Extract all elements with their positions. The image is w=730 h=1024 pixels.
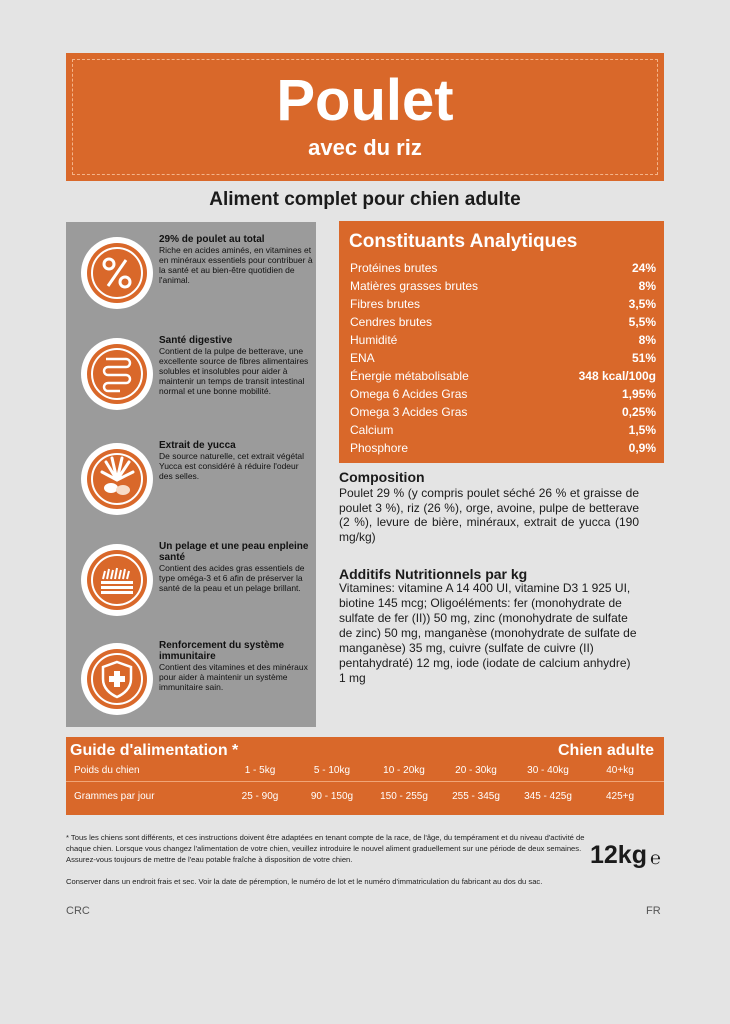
additifs-text: Vitamines: vitamine A 14 400 UI, vitamine D3 1 925 UI, biotine 145 mcg; Oligoéléments: fer (monohydrate de sulfate de fer (II)) 50 mg, zinc (monohydrate de sulfate de zinc) 50 mg, manganèse (monohydrate de sulfate de manganèse) 35 mg, cuivre (sulfate de cuivre (II) pentahydraté) 12 mg, iode (iodate de calcium anhydre) 1 mg <box>339 581 637 685</box>
product-subtitle: avec du riz <box>308 135 422 160</box>
guide-grams-cell: 25 - 90g <box>241 791 279 802</box>
analytics-value: 3,5% <box>628 297 656 311</box>
analytics-value: 0,25% <box>621 405 656 419</box>
analytics-name: Fibres brutes <box>350 297 421 311</box>
analytics-row <box>350 279 656 297</box>
guide-target: Chien adulte <box>557 742 654 759</box>
feature-title: Extrait de yucca <box>159 440 236 451</box>
shield-icon <box>78 640 156 718</box>
guide-grams-cell: 255 - 345g <box>452 791 500 802</box>
product-title: Poulet <box>276 68 454 133</box>
analytics-name: ENA <box>350 351 375 365</box>
feature-body: Contient des vitamines et des minéraux pour aider à maintenir un système immunitaire sain. <box>159 662 308 692</box>
estimated-sign: ℮ <box>650 848 661 868</box>
analytics-panel <box>339 221 664 463</box>
analytics-value: 348 kcal/100g <box>578 369 656 383</box>
country-code: FR <box>646 905 661 917</box>
feature-title: Un pelage et une peau enpleine santé <box>159 541 309 563</box>
analytics-value: 24% <box>631 261 656 275</box>
feature-body: Contient des acides gras essentiels de type oméga-3 et 6 afin de préserver la santé de la peau et un pelage brillant. <box>159 563 305 593</box>
analytics-value: 51% <box>631 351 656 365</box>
storage-note: Conserver dans un endroit frais et sec. Voir la date de péremption, le numéro de lot et le numéro d'immatriculation du fabricant au dos du sac. <box>66 877 543 886</box>
header-banner <box>66 53 664 181</box>
analytics-value: 1,95% <box>621 387 656 401</box>
guide-grams-cell: 345 - 425g <box>524 791 572 802</box>
guide-grams-cell: 90 - 150g <box>310 791 354 802</box>
additifs-title: Additifs Nutritionnels par kg <box>339 566 528 582</box>
net-weight: 12kg <box>590 841 647 869</box>
analytics-row <box>350 387 656 405</box>
analytics-value: 1,5% <box>628 423 656 437</box>
analytics-row <box>350 423 656 441</box>
analytics-row <box>350 369 656 387</box>
feeding-footnote: * Tous les chiens sont différents, et ces instructions doivent être adaptées en tenant compte de la race, de l'âge, du tempérament et du niveau d'activité de chaque chien. Lorsque vous changez l'alimentation de votre chien, veuillez introduire le nouvel aliment graduellement sur une période de deux semaines. Assurez-vous toujours de mettre de l'eau potable fraîche à disposition de votre chien. <box>66 833 585 864</box>
guide-title: Guide d'alimentation * <box>70 742 239 759</box>
feature-title: Renforcement du système immunitaire <box>159 640 285 662</box>
feature-sidebar <box>66 222 316 727</box>
feature-title: Santé digestive <box>159 335 233 346</box>
composition-title: Composition <box>339 469 425 485</box>
analytics-row <box>350 315 656 333</box>
analytics-name: Humidité <box>350 333 398 347</box>
feature-body: De source naturelle, cet extrait végétal Yucca est considéré à réduire l'odeur des selles. <box>159 451 305 481</box>
guide-weight-cell: 20 - 30kg <box>455 765 497 776</box>
code-left: CRC <box>66 905 90 917</box>
analytics-name: Calcium <box>350 423 394 437</box>
analytics-name: Cendres brutes <box>350 315 433 329</box>
feature-body: Riche en acides aminés, en vitamines et en minéraux essentiels pour contribuer à la santé et au bien-être quotidien de l'animal. <box>159 245 313 285</box>
analytics-name: Omega 6 Acides Gras <box>350 387 468 401</box>
analytics-name: Matières grasses brutes <box>350 279 479 293</box>
analytics-value: 5,5% <box>628 315 656 329</box>
feeding-guide <box>66 737 664 815</box>
analytics-name: Protéines brutes <box>350 261 438 275</box>
guide-weight-cell: 30 - 40kg <box>527 765 569 776</box>
guide-weight-cell: 10 - 20kg <box>383 765 425 776</box>
analytics-row <box>350 333 656 351</box>
guide-weight-cell: 40+kg <box>606 765 634 776</box>
analytics-value: 0,9% <box>628 441 656 455</box>
guide-row-label: Poids du chien <box>74 765 140 776</box>
guide-row-label: Grammes par jour <box>74 791 155 802</box>
analytics-value: 8% <box>638 279 656 293</box>
guide-grams-cell: 150 - 255g <box>380 791 428 802</box>
feature-title: 29% de poulet au total <box>159 234 265 245</box>
yucca-icon <box>78 440 156 518</box>
product-type: Aliment complet pour chien adulte <box>209 189 521 210</box>
analytics-row <box>350 405 656 423</box>
intestine-icon <box>78 335 156 413</box>
analytics-row <box>350 297 656 315</box>
feature-body: Contient de la pulpe de betterave, une excellente source de fibres alimentaires solubles et insolubles pour aider à maintenir un temps de transit intestinal normal et une bonne mobilité. <box>159 346 309 396</box>
analytics-name: Phosphore <box>350 441 409 455</box>
guide-weight-cell: 5 - 10kg <box>313 765 351 776</box>
guide-weight-cell: 1 - 5kg <box>244 765 276 776</box>
analytics-name: Énergie métabolisable <box>350 369 469 383</box>
analytics-row <box>350 351 656 369</box>
percent-icon <box>78 234 156 312</box>
analytics-value: 8% <box>638 333 656 347</box>
analytics-name: Omega 3 Acides Gras <box>350 405 468 419</box>
analytics-row <box>350 441 656 459</box>
fur-icon <box>78 541 156 619</box>
analytics-row <box>350 261 656 279</box>
guide-divider <box>66 781 664 782</box>
guide-grams-cell: 425+g <box>605 791 635 802</box>
analytics-title: Constituants Analytiques <box>349 231 578 252</box>
composition-text: Poulet 29 % (y compris poulet séché 26 % et graisse de poulet 3 %), riz (26 %), orge, avoine, pulpe de betterave (2 %), levure de bière, minéraux, extrait de yucca (190 mg/kg) <box>339 486 639 544</box>
